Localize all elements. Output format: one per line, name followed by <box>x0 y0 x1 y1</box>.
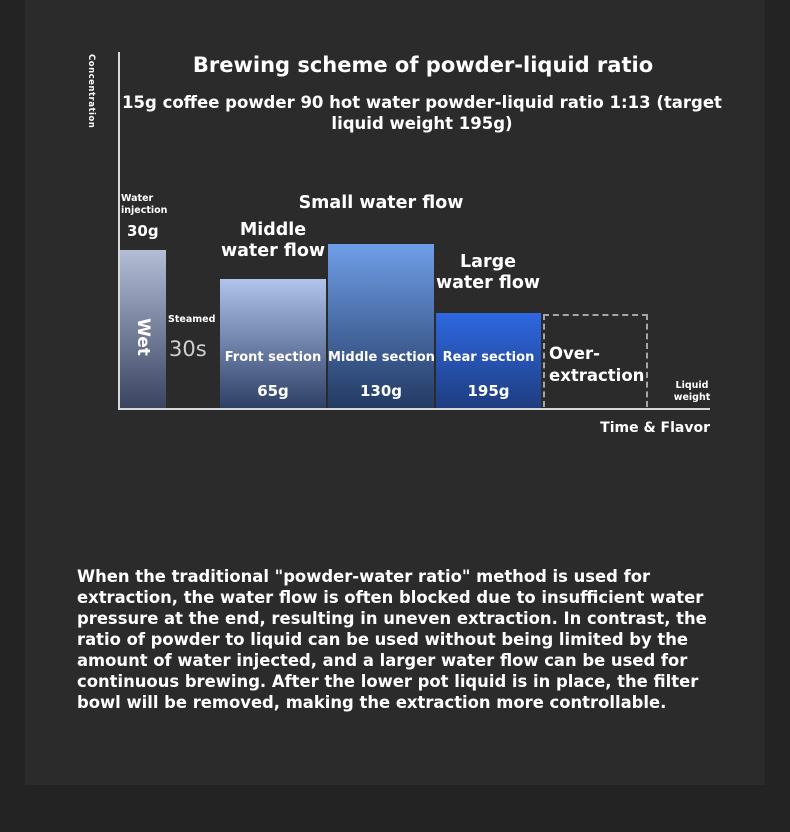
rear-section-label: Rear section <box>442 350 535 365</box>
rear-flow-label: Large water flow <box>435 252 541 293</box>
middle-section-label: Middle section <box>328 350 435 365</box>
wet-label: Wet <box>133 318 153 356</box>
steamed-label: Steamed <box>168 314 216 325</box>
liquid-weight-label: Liquid weight <box>673 380 711 403</box>
wet-amount: 30g <box>127 222 159 240</box>
chart-subtitle: 15g coffee powder 90 hot water powder-liquid ratio 1:13 (target liquid weight 195g) <box>122 93 722 133</box>
wet-top-label: Water injection <box>121 193 168 216</box>
rear-amount: 195g <box>467 382 510 400</box>
x-axis-label: Time & Flavor <box>600 420 710 436</box>
front-flow-label: Middle water flow <box>220 220 326 261</box>
front-amount: 65g <box>257 382 289 400</box>
y-axis-label: Concentration <box>86 54 96 129</box>
middle-flow-label: Small water flow <box>298 193 464 213</box>
middle-amount: 130g <box>359 382 403 400</box>
over-extraction-label: Over-extraction <box>549 344 645 385</box>
chart-title: Brewing scheme of powder-liquid ratio <box>192 53 654 77</box>
front-section-label: Front section <box>224 350 322 365</box>
description-paragraph: When the traditional "powder-water ratio" method is used for extraction, the water flow is often blocked due to insufficient water pressure at the end, resulting in uneven extraction. In contrast, the ratio of powder to liquid can be used without being limited by the amount of water injected, and a larger water flow can be used for continuous brewing. After the lower pot liquid is in place, the filter bowl will be removed, making the extraction more controllable. <box>77 567 707 712</box>
x-axis <box>118 408 710 410</box>
steamed-time: 30s <box>169 337 207 361</box>
